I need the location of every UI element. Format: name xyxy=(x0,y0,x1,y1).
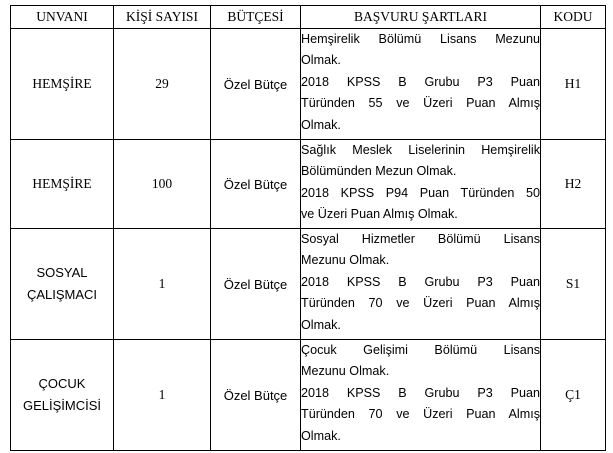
requirement-line: Hemşirelik Bölümü Lisans Mezunu xyxy=(301,32,540,46)
table-row xyxy=(11,29,606,140)
requirement-line: ve Üzeri Puan Almış Olmak. xyxy=(301,207,458,222)
header-code: KODU xyxy=(541,6,606,29)
requirement-line: Türünden 55 ve Üzeri Puan Almış xyxy=(301,96,540,111)
table-row xyxy=(11,229,606,340)
requirement-line: Mezunu Olmak. xyxy=(301,364,390,379)
position-title: ÇOCUK xyxy=(38,376,86,391)
requirement-line: Türünden 70 ve Üzeri Puan Almış xyxy=(301,407,540,422)
requirement-line: Olmak. xyxy=(301,117,341,132)
position-code: H1 xyxy=(541,29,606,140)
recruitment-table xyxy=(10,5,606,451)
budget-type: Özel Bütçe xyxy=(211,29,301,140)
header-requirements: BAŞVURU ŞARTLARI xyxy=(301,6,541,29)
position-title: GELİŞİMCİSİ xyxy=(22,398,102,413)
requirement-line: Sağlık Meslek Liselerinin Hemşirelik xyxy=(301,143,540,157)
position-count: 29 xyxy=(114,29,211,140)
position-title-cell xyxy=(11,340,114,451)
position-code: Ç1 xyxy=(541,340,606,451)
header-budget: BÜTÇESİ xyxy=(211,6,301,29)
requirement-line: 2018 KPSS B Grubu P3 Puan xyxy=(301,385,540,400)
position-count: 1 xyxy=(114,229,211,340)
header-title: UNVANI xyxy=(11,6,114,29)
requirement-line: Olmak. xyxy=(301,317,341,332)
position-title: ÇALIŞMACI xyxy=(26,287,98,302)
position-title: HEMŞİRE xyxy=(32,76,92,91)
requirement-line: Olmak. xyxy=(301,428,341,443)
requirement-line: Türünden 70 ve Üzeri Puan Almış xyxy=(301,296,540,311)
requirements-cell xyxy=(301,140,541,229)
table-header-row xyxy=(11,6,606,29)
requirement-line: 2018 KPSS P94 Puan Türünden 50 xyxy=(301,185,540,200)
requirement-line: Mezunu Olmak. xyxy=(301,253,390,268)
requirement-line: 2018 KPSS B Grubu P3 Puan xyxy=(301,74,540,89)
requirements-cell xyxy=(301,340,541,451)
position-title: HEMŞİRE xyxy=(32,176,92,191)
position-title-cell xyxy=(11,229,114,340)
position-count: 100 xyxy=(114,140,211,229)
table-row xyxy=(11,340,606,451)
requirements-cell xyxy=(301,29,541,140)
requirement-line: Olmak. xyxy=(301,53,341,68)
requirements-cell xyxy=(301,229,541,340)
requirement-line: Sosyal Hizmetler Bölümü Lisans xyxy=(301,232,540,246)
budget-type: Özel Bütçe xyxy=(211,229,301,340)
position-code: H2 xyxy=(541,140,606,229)
requirement-line: Bölümünden Mezun Olmak. xyxy=(301,164,457,179)
position-count: 1 xyxy=(114,340,211,451)
requirement-line: Çocuk Gelişimi Bölümü Lisans xyxy=(301,343,540,357)
position-title-cell xyxy=(11,29,114,140)
budget-type: Özel Bütçe xyxy=(211,140,301,229)
table-row xyxy=(11,140,606,229)
requirement-line: 2018 KPSS B Grubu P3 Puan xyxy=(301,274,540,289)
position-title: SOSYAL xyxy=(36,265,88,280)
budget-type: Özel Bütçe xyxy=(211,340,301,451)
header-count: KİŞİ SAYISI xyxy=(114,6,211,29)
position-title-cell xyxy=(11,140,114,229)
position-code: S1 xyxy=(541,229,606,340)
